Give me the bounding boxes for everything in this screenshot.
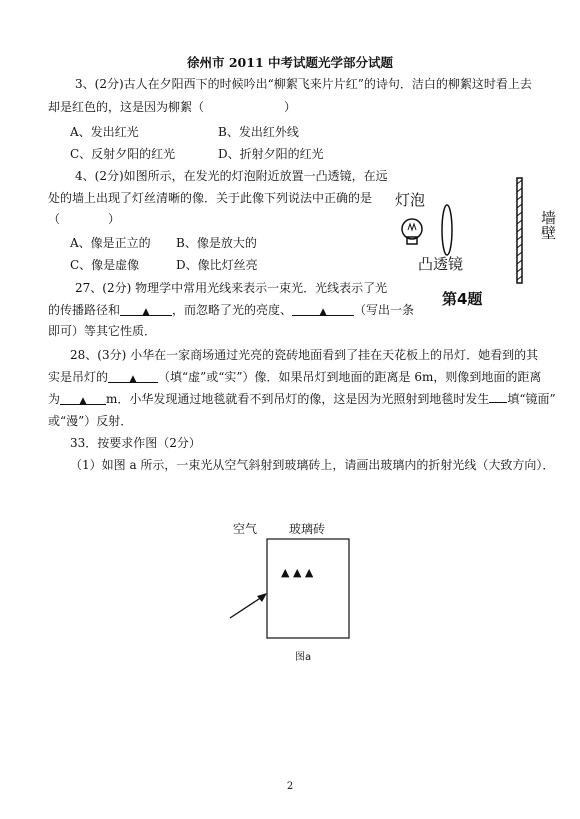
q3-line2-text: 却是红色的，这是因为柳絮（: [48, 100, 205, 114]
q28-line4: 或“漫”）反射．: [48, 414, 133, 428]
q3-option-b: B、发出红外线: [218, 125, 299, 139]
wall-icon: [517, 178, 522, 283]
q4-line3: [48, 210, 120, 227]
q27-line3: 即可）等其它性质．: [48, 324, 157, 338]
q4-option-a: A、像是正立的: [70, 236, 151, 250]
q3-option-c: C、反射夕阳的红光: [70, 147, 176, 161]
q4-figure-drawing: [390, 172, 557, 317]
q27-line2-c: （写出一条: [354, 303, 415, 317]
glass-block: [267, 539, 349, 638]
fig4-lens-label: 凸透镜: [418, 255, 464, 273]
q28-line3: [48, 390, 556, 407]
q27-blank-1-marker: ▲: [142, 307, 150, 317]
q3-line2: [48, 98, 296, 115]
q28-blank-2: [60, 392, 106, 405]
convex-lens-icon: [442, 205, 452, 255]
q28-blank-3: [489, 390, 507, 403]
q33-line1: 33．按要求作图（2分）: [70, 436, 201, 450]
q3-line1: 3、(2分)古人在夕阳西下的时候吟出“柳絮飞来片片红”的诗句．洁白的柳絮这时看上去: [75, 77, 532, 91]
q28-line2: [48, 368, 541, 385]
fig4-wall-label-chars: 墙壁: [527, 210, 557, 228]
page-title: 徐州市 2011 中考试题光学部分试题: [187, 55, 393, 70]
q4-bracket-open: （: [48, 212, 61, 226]
q4-option-b: B、像是放大的: [176, 236, 257, 250]
bulb-icon: [402, 219, 422, 244]
q28-line3-b: m．小华发现通过地毯就看不到吊灯的像，这是因为光照射到地毯时发生: [106, 392, 490, 406]
q4-option-c: C、像是虚像: [70, 258, 140, 272]
q28-line3-a: 为: [48, 392, 61, 406]
q27-blank-2: [292, 303, 354, 316]
incident-ray-arrow-icon: [230, 593, 267, 618]
q28-line2-b: （填“虚”或“实”）像．如果吊灯到地面的距离是 6m，则像到地面的距离: [158, 370, 542, 384]
q27-line2-b: ，而忽略了光的亮度、: [172, 303, 293, 317]
q4-bracket-close: ）: [108, 212, 121, 226]
q27-line2-a: 的传播路径和: [48, 303, 121, 317]
q3-line2-end: ）: [284, 100, 297, 114]
page-number: 2: [286, 781, 294, 792]
q33-line2: （1）如图 a 所示，一束光从空气斜射到玻璃砖上，请画出玻璃内的折射光线（大致方向）．: [70, 458, 555, 472]
q4-line2: 处的墙上出现了灯丝清晰的像．关于此像下列说法中正确的是: [48, 191, 373, 205]
q4-line1: 4、(2分)如图所示，在发光的灯泡附近放置一凸透镜，在远: [75, 169, 388, 183]
q27-line1: 27、(2分) 物理学中常用光线来表示一束光．光线表示了光: [75, 281, 388, 295]
fig4-wall-label: [527, 209, 557, 239]
q28-blank-2-marker: ▲: [79, 396, 87, 406]
q4-option-d: D、像比灯丝亮: [176, 258, 258, 272]
q4-figure: [390, 172, 557, 317]
q33-figure-a-drawing: [225, 515, 365, 665]
q28-line1: 28、(3分) 小华在一家商场通过光亮的瓷砖地面看到了挂在天花板上的吊灯．她看到的其: [70, 348, 539, 362]
q28-line2-a: 实是吊灯的: [48, 370, 109, 384]
q28-blank-1: [108, 370, 158, 383]
q27-blank-2-marker: ▲: [319, 307, 327, 317]
q28-blank-1-marker: ▲: [129, 374, 137, 384]
fig4-bulb-label: 灯泡: [395, 191, 426, 209]
q3-option-a: A、发出红光: [70, 125, 139, 139]
q3-option-d: D、折射夕阳的红光: [218, 147, 324, 161]
q28-line3-c: 填“镜面”: [507, 392, 556, 406]
figa-air-label: 空气: [233, 522, 258, 536]
q27-line2: [48, 301, 414, 318]
q33-figure-a: [225, 515, 365, 665]
fig4-caption: 第4题: [442, 290, 483, 308]
figa-glass-label: 玻璃砖: [289, 522, 326, 536]
q27-blank-1: [120, 303, 172, 316]
figa-caption: 图a: [295, 652, 312, 663]
figa-answer-markers: ▲ ▲ ▲: [281, 566, 314, 579]
